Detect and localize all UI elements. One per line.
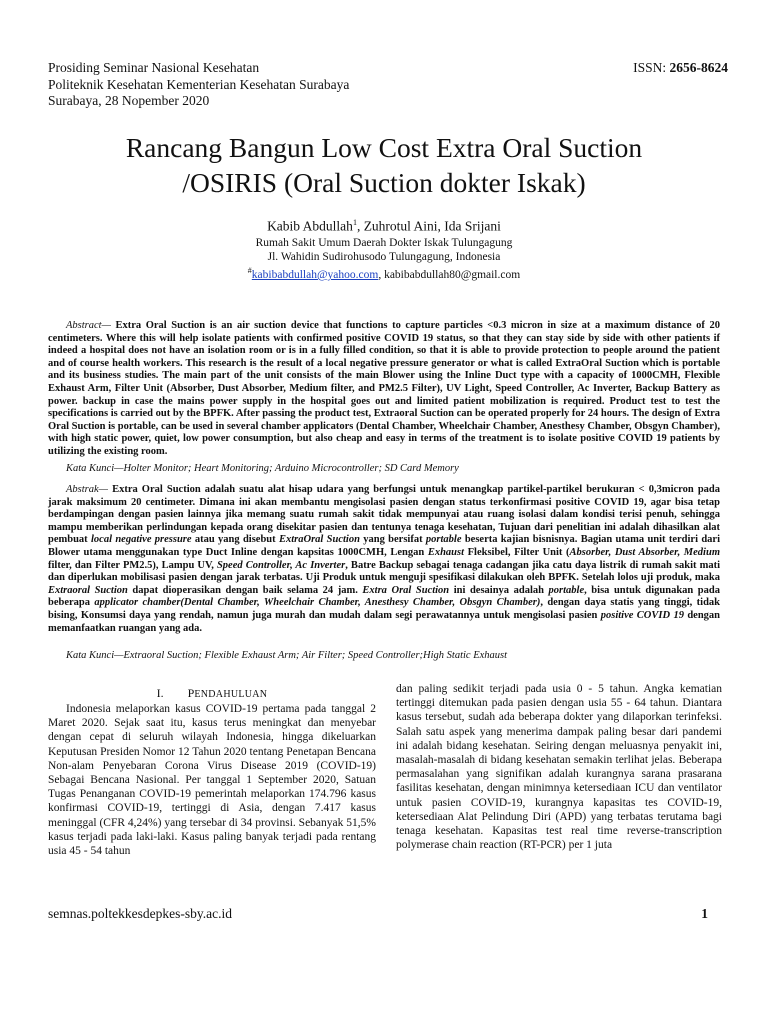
issn-label: ISSN:	[633, 60, 670, 75]
abstrak-text: yang bersifat	[359, 534, 426, 546]
header-line-3: Surabaya, 28 Nopember 2020	[48, 93, 210, 108]
section-heading	[48, 686, 376, 701]
abstrak-text: , bisa untuk digunakan pada beberapa	[48, 584, 720, 609]
other-authors: , Zuhrotul Aini, Ida Srijani	[356, 218, 501, 234]
abstrak-label: Abstrak—	[66, 484, 108, 495]
issn-value: 2656-8624	[669, 60, 728, 75]
abstrak-italic: applicator chamber(Dental Chamber, Wheelchair Chamber, Anesthesy Chamber, Obsgyn Chamber)	[94, 597, 541, 609]
abstrak-italic: Extraoral Suction	[48, 584, 128, 596]
footer-website: semnas.poltekkesdepkes-sby.ac.id	[48, 906, 232, 921]
abstrak-italic: Absorber, Dust Absorber, Medium	[569, 546, 720, 558]
author-list	[40, 218, 728, 235]
abstract-english	[48, 320, 720, 459]
abstrak-italic: portable	[425, 534, 462, 546]
email-secondary: kabibabdullah80@gmail.com	[384, 268, 521, 281]
abstract-indonesian	[48, 484, 720, 635]
body-column-right: dan paling sedikit terjadi pada usia 0 - 5 tahun. Angka kematian tertinggi ditemukan pada pasien dengan usia 55 - 64 tahun. Diantara kasus tersebut, sudah ada beberapa dokter yang dilaporkan terinfeksi. Salah satu aspek yang menerima dampak paling besar dari pandemi ini adalah bidang kesehatan. Seiring dengan meluasnya penyakit ini, masalah-masalah di bidang kesehatan semakin terlihat jelas. Beberapa permasalahan yang signifikan adalah kurangnya sarana prasarana fasilitas kesehatan, dengan minimnya ketersediaan ICU dan ventilator untuk pasien COVID-19, kurangnya kapasitas tes COVID-19, ketersediaan Alat Pelindung Diri (APD) yang terbatas terutama bagi tenaga kesehatan. Kapasitas test real time reverse-transcription polymerase chain reaction (RT-PCR) per 1 juta	[396, 683, 722, 852]
affiliation	[40, 237, 728, 282]
emails	[40, 264, 728, 282]
author-superscript: 1	[352, 218, 357, 227]
first-author: Kabib Abdullah	[267, 218, 353, 234]
abstrak-text: Fleksibel, Filter Unit (	[464, 546, 570, 558]
address: Jl. Wahidin Sudirohusodo Tulungagung, Indonesia	[267, 250, 501, 263]
title-line-2: /OSIRIS (Oral Suction dokter Iskak)	[182, 167, 586, 198]
abstrak-text: Extra Oral Suction adalah suatu alat hisap udara yang berfungsi untuk menangkap partikel-partikel berukuran < 0,3micron pada jarak maksimum 20 centimeter. Dimana ini akan membantu mengisolasi pasien dengan status terkonfirmasi positive COVID 19, agar bisa tetap berdampingan dengan pasien lainnya jika memang suatu rumah sakit tidak mempunyai atau ruang isolasi dalam kondisi terisi penuh, sehingga mampu memberikan perlindungan kepada orang disekitar pasien dan tentunya tenaga kesehatan, Tujuan dari penelitian ini adalah dihasilkan alat pembuat	[48, 484, 720, 546]
abstrak-italic: local negative pressure	[91, 534, 192, 546]
section-title-initial: P	[187, 686, 195, 700]
abstrak-text: , dengan daya statis yang tinggi, tidak bising, Konsumsi daya yang rendah, namun juga murah dan mudah dalam segi perawatannya untuk mengisolasi pasien	[48, 597, 720, 621]
abstrak-italic: portable	[548, 584, 585, 596]
section-title-rest: ENDAHULUAN	[194, 689, 268, 700]
abstrak-italic: Exhaust	[427, 546, 464, 558]
abstrak-text: atau yang disebut	[191, 534, 279, 546]
abstrak-text: dapat dioperasikan dengan baik selama 24 jam.	[127, 584, 363, 596]
section-number: I.	[156, 686, 164, 700]
issn	[633, 60, 728, 77]
abstrak-text: , Batre Backup sebagai tenaga cadangan jika catu daya listrik di rumah sakit mati dan diperlukan mobilisasi pasien dengan jarak terbatas. Uji Produk untuk menguji spesifikasi dilakukan oleh BPFK. Setelah lolos uji produk, maka	[48, 559, 721, 584]
email-mark: #	[247, 266, 252, 275]
institution: Rumah Sakit Umum Daerah Dokter Iskak Tulungagung	[255, 237, 513, 249]
abstrak-italic: Extra Oral Suction	[362, 584, 450, 596]
abstrak-text: beserta kajian bisnisnya. Bagian utama unit terdiri dari Blower utama menggunakan type Duct Inline dengan kapsitas 1000CMH, Lengan	[48, 534, 721, 558]
paper-title	[40, 130, 728, 200]
abstrak-italic: Speed Controller, Ac Inverter	[216, 559, 346, 571]
abstract-text: Extra Oral Suction is an air suction device that functions to capture particles <0.3 micron in size at a maximum distance of 20 centimeters. Where this will help isolate patients with confirmed positive COVID 19 status, so that they can stay side by side with other patients if indeed a hospital does not have an isolation room or is in a fully filled condition, so that it is able to provide protection to people around the patient and of course health workers. This research is the result of a local negative pressure generator or what is called ExtraOral Suction which is portable and its business studies. The main part of the unit consists of the main Blower using the Inline Duct type with a capacity of 1000CMH, Flexible Exhaust Arm, Filter Unit (Absorber, Dust Absorber, Medium filter, and PM2.5 Filter), UV Light, Speed Controller, Ac Inverter, Backup Battery as power. backup in case the mains power supply in the hospital goes out and limited patient mobilization is required. Product test to test the specifications is carried out by the BPFK. After passing the product test, Extraoral Suction can be operated properly for 24 hours. The design of Extra Oral Suction is portable, can be used in several chamber applicators (Dental Chamber, Wheelchair Chamber, Anesthesy Chamber, Obsgyn Chamber), with high static power, quiet, low power consumption, but also cheap and easy in terms of the treatment is to isolate positive COVID 19 patients by utilizing the existing room.	[48, 320, 720, 457]
body-column-left: Indonesia melaporkan kasus COVID-19 pertama pada tanggal 2 Maret 2020. Sejak saat itu, kasus terus meningkat dan menyebar dengan cepat di seluruh wilayah Indonesia, hingga dikeluarkan Keputusan Presiden Nomor 12 Tahun 2020 tentang Penetapan Bencana Non-alam Penyebaran Corona Virus Disease 2019 (COVID-19) Sebagai Bencana Nasional. Per tanggal 1 September 2020, Satuan Tugas Penanganan COVID-19 pemerintah melaporkan 174.796 kasus konfirmasi COVID-19, tertinggi di Asia, dengan 7.417 kasus meninggal (CFR 4,24%) yang tersebar di 34 provinsi. Sebanyak 51,5% kasus terjadi pada laki-laki. Kasus paling banyak terjadi pada rentang usia 45 - 54 tahun	[48, 703, 376, 858]
proceedings-header	[48, 60, 728, 110]
abstrak-text: ini desainya adalah	[449, 584, 549, 596]
abstrak-italic: ExtraOral Suction	[278, 534, 360, 546]
abstract-label: Abstract—	[66, 320, 111, 331]
email-link-primary[interactable]: kabibabdullah@yahoo.com	[251, 268, 379, 281]
title-line-1: Rancang Bangun Low Cost Extra Oral Suction	[125, 132, 643, 163]
abstrak-text: dengan memanfaatkan ruangan yang ada.	[48, 609, 721, 634]
abstrak-italic: positive COVID 19	[600, 609, 684, 621]
page-footer	[48, 906, 708, 922]
header-line-2: Politeknik Kesehatan Kementerian Kesehatan Surabaya	[48, 76, 350, 92]
keywords-indonesian: Kata Kunci—Extraoral Suction; Flexible Exhaust Arm; Air Filter; Speed Controller;High Static Exhaust	[66, 650, 508, 661]
keywords-english: Kata Kunci—Holter Monitor; Heart Monitoring; Arduino Microcontroller; SD Card Memory	[66, 463, 459, 474]
page-number: 1	[701, 906, 708, 921]
email-separator: ,	[378, 268, 385, 281]
abstrak-text: filter, dan Filter PM2.5), Lampu UV,	[48, 559, 217, 571]
header-line-1: Prosiding Seminar Nasional Kesehatan	[48, 60, 260, 75]
